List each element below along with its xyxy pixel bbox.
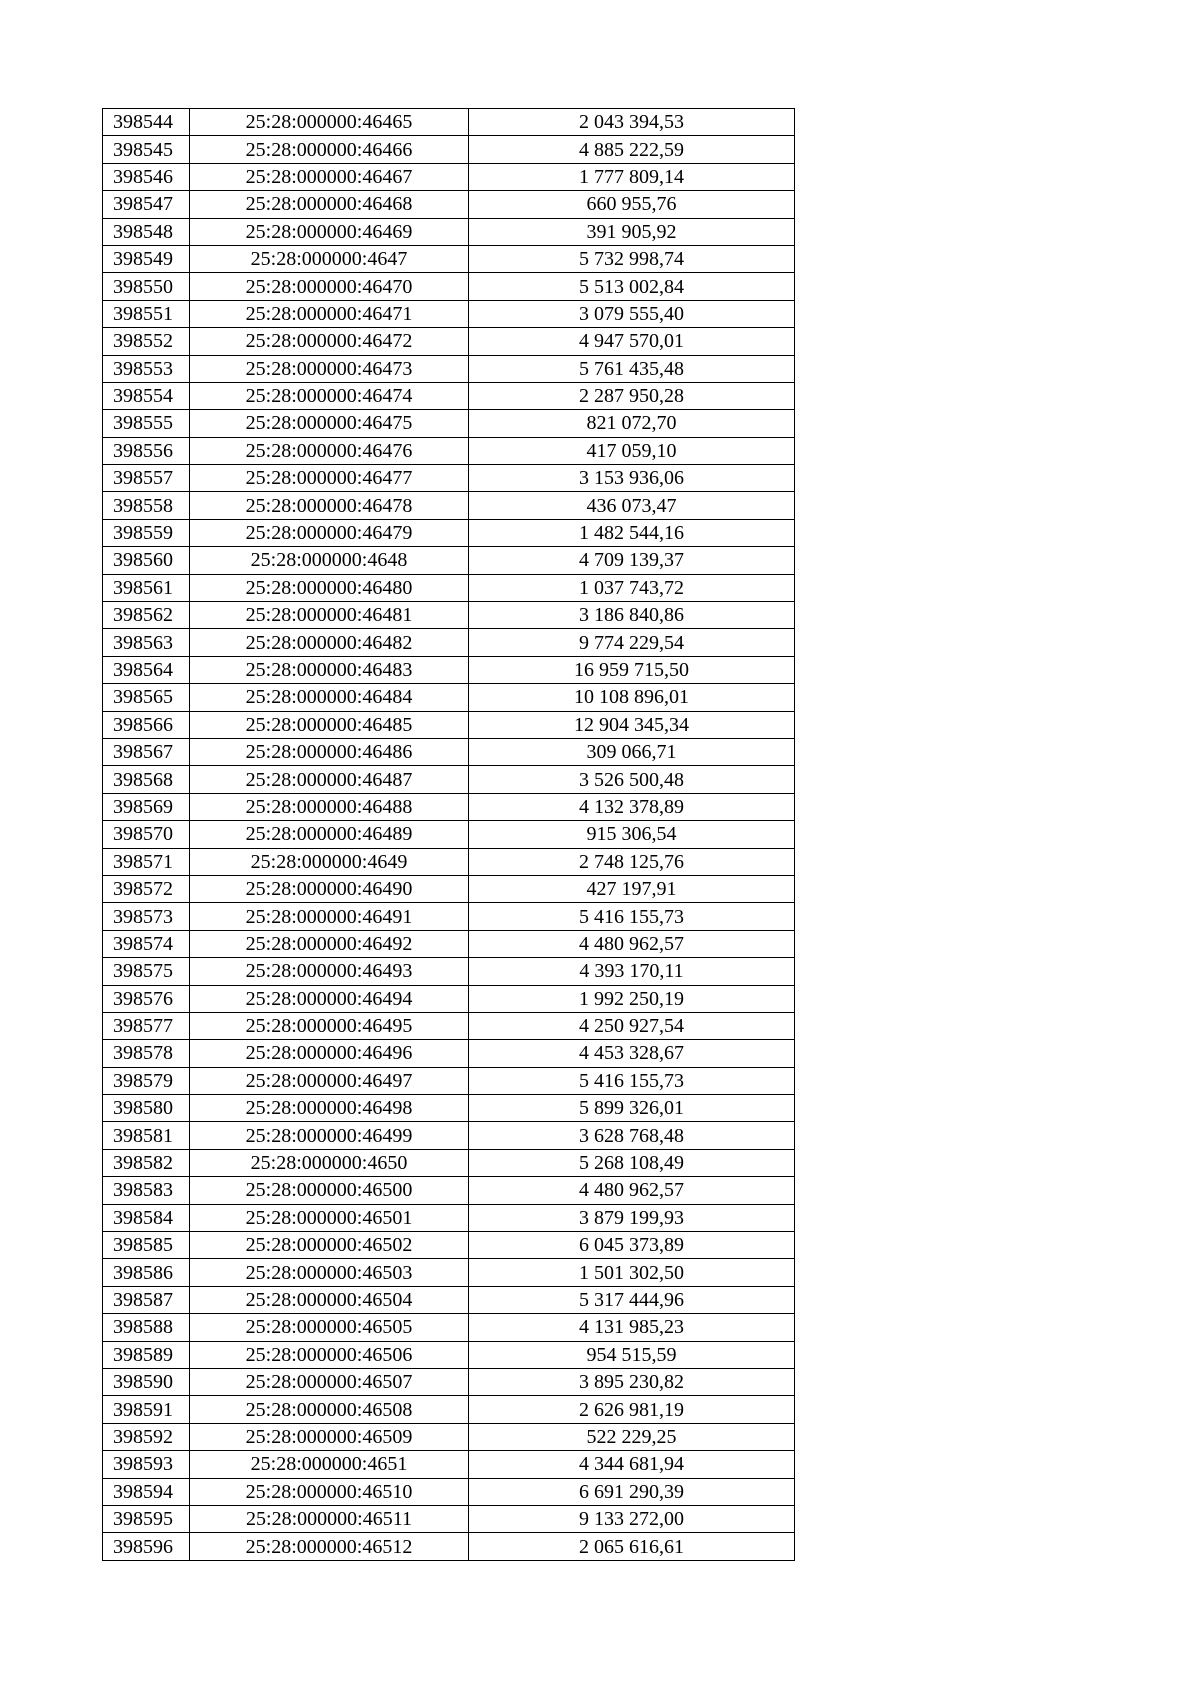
cadastral-number-cell: 25:28:000000:46472 xyxy=(190,328,469,355)
row-number-cell: 398553 xyxy=(103,355,190,382)
table-row xyxy=(103,437,795,464)
table-row xyxy=(103,602,795,629)
cadastral-value-cell: 3 879 199,93 xyxy=(469,1204,795,1231)
cadastral-number-cell: 25:28:000000:4649 xyxy=(190,848,469,875)
row-number-cell: 398566 xyxy=(103,711,190,738)
cadastral-value-cell: 16 959 715,50 xyxy=(469,656,795,683)
cadastral-value-cell: 3 526 500,48 xyxy=(469,766,795,793)
cadastral-value-cell: 4 250 927,54 xyxy=(469,1012,795,1039)
table-row xyxy=(103,355,795,382)
row-number-cell: 398545 xyxy=(103,136,190,163)
row-number-cell: 398580 xyxy=(103,1095,190,1122)
cadastral-value-cell: 660 955,76 xyxy=(469,191,795,218)
row-number-cell: 398596 xyxy=(103,1533,190,1560)
row-number-cell: 398591 xyxy=(103,1396,190,1423)
table-row xyxy=(103,1259,795,1286)
table-row xyxy=(103,766,795,793)
row-number-cell: 398554 xyxy=(103,382,190,409)
table-row xyxy=(103,1505,795,1532)
cadastral-number-cell: 25:28:000000:46510 xyxy=(190,1478,469,1505)
table-row xyxy=(103,273,795,300)
table-row xyxy=(103,793,795,820)
cadastral-value-cell: 5 732 998,74 xyxy=(469,245,795,272)
cadastral-number-cell: 25:28:000000:46509 xyxy=(190,1423,469,1450)
cadastral-number-cell: 25:28:000000:46481 xyxy=(190,602,469,629)
cadastral-value-cell: 3 628 768,48 xyxy=(469,1122,795,1149)
cadastral-value-cell: 12 904 345,34 xyxy=(469,711,795,738)
table-row xyxy=(103,821,795,848)
table-row xyxy=(103,382,795,409)
cadastral-value-cell: 5 416 155,73 xyxy=(469,1067,795,1094)
row-number-cell: 398584 xyxy=(103,1204,190,1231)
row-number-cell: 398593 xyxy=(103,1451,190,1478)
row-number-cell: 398564 xyxy=(103,656,190,683)
cadastral-value-cell: 2 626 981,19 xyxy=(469,1396,795,1423)
table-row xyxy=(103,1451,795,1478)
table-row xyxy=(103,1341,795,1368)
cadastral-value-table xyxy=(102,108,795,1561)
cadastral-value-cell: 915 306,54 xyxy=(469,821,795,848)
table-row xyxy=(103,1478,795,1505)
row-number-cell: 398568 xyxy=(103,766,190,793)
row-number-cell: 398546 xyxy=(103,163,190,190)
cadastral-number-cell: 25:28:000000:46485 xyxy=(190,711,469,738)
cadastral-number-cell: 25:28:000000:46511 xyxy=(190,1505,469,1532)
table-row xyxy=(103,1012,795,1039)
row-number-cell: 398579 xyxy=(103,1067,190,1094)
cadastral-number-cell: 25:28:000000:46470 xyxy=(190,273,469,300)
cadastral-value-cell: 1 777 809,14 xyxy=(469,163,795,190)
row-number-cell: 398585 xyxy=(103,1232,190,1259)
cadastral-value-cell: 2 065 616,61 xyxy=(469,1533,795,1560)
row-number-cell: 398581 xyxy=(103,1122,190,1149)
row-number-cell: 398587 xyxy=(103,1286,190,1313)
row-number-cell: 398595 xyxy=(103,1505,190,1532)
cadastral-value-cell: 4 709 139,37 xyxy=(469,547,795,574)
table-row xyxy=(103,903,795,930)
table-row xyxy=(103,245,795,272)
cadastral-number-cell: 25:28:000000:46488 xyxy=(190,793,469,820)
table-row xyxy=(103,958,795,985)
row-number-cell: 398570 xyxy=(103,821,190,848)
table-row xyxy=(103,300,795,327)
row-number-cell: 398588 xyxy=(103,1314,190,1341)
table-row xyxy=(103,136,795,163)
table-body xyxy=(103,109,795,1561)
table-row xyxy=(103,711,795,738)
cadastral-value-cell: 4 480 962,57 xyxy=(469,930,795,957)
row-number-cell: 398558 xyxy=(103,492,190,519)
table-row xyxy=(103,1149,795,1176)
row-number-cell: 398555 xyxy=(103,410,190,437)
row-number-cell: 398582 xyxy=(103,1149,190,1176)
cadastral-value-cell: 821 072,70 xyxy=(469,410,795,437)
table-row xyxy=(103,574,795,601)
cadastral-value-cell: 4 453 328,67 xyxy=(469,1040,795,1067)
cadastral-number-cell: 25:28:000000:46490 xyxy=(190,875,469,902)
table-row xyxy=(103,218,795,245)
table-row xyxy=(103,1067,795,1094)
cadastral-number-cell: 25:28:000000:46475 xyxy=(190,410,469,437)
table-row xyxy=(103,1095,795,1122)
table-row xyxy=(103,985,795,1012)
cadastral-number-cell: 25:28:000000:46494 xyxy=(190,985,469,1012)
cadastral-number-cell: 25:28:000000:46471 xyxy=(190,300,469,327)
row-number-cell: 398552 xyxy=(103,328,190,355)
table-row xyxy=(103,492,795,519)
row-number-cell: 398589 xyxy=(103,1341,190,1368)
row-number-cell: 398586 xyxy=(103,1259,190,1286)
cadastral-value-cell: 4 344 681,94 xyxy=(469,1451,795,1478)
cadastral-value-cell: 1 037 743,72 xyxy=(469,574,795,601)
cadastral-value-cell: 522 229,25 xyxy=(469,1423,795,1450)
cadastral-number-cell: 25:28:000000:46505 xyxy=(190,1314,469,1341)
cadastral-number-cell: 25:28:000000:46506 xyxy=(190,1341,469,1368)
row-number-cell: 398561 xyxy=(103,574,190,601)
table-row xyxy=(103,875,795,902)
cadastral-number-cell: 25:28:000000:46498 xyxy=(190,1095,469,1122)
cadastral-value-cell: 4 131 985,23 xyxy=(469,1314,795,1341)
table-row xyxy=(103,1533,795,1560)
cadastral-number-cell: 25:28:000000:46483 xyxy=(190,656,469,683)
table-row xyxy=(103,1423,795,1450)
cadastral-value-cell: 5 268 108,49 xyxy=(469,1149,795,1176)
row-number-cell: 398560 xyxy=(103,547,190,574)
cadastral-number-cell: 25:28:000000:46495 xyxy=(190,1012,469,1039)
cadastral-number-cell: 25:28:000000:46484 xyxy=(190,684,469,711)
table-row xyxy=(103,1232,795,1259)
cadastral-value-cell: 5 761 435,48 xyxy=(469,355,795,382)
row-number-cell: 398547 xyxy=(103,191,190,218)
cadastral-value-cell: 5 317 444,96 xyxy=(469,1286,795,1313)
cadastral-number-cell: 25:28:000000:46477 xyxy=(190,465,469,492)
row-number-cell: 398551 xyxy=(103,300,190,327)
cadastral-number-cell: 25:28:000000:46479 xyxy=(190,519,469,546)
cadastral-value-cell: 10 108 896,01 xyxy=(469,684,795,711)
cadastral-value-cell: 3 186 840,86 xyxy=(469,602,795,629)
cadastral-value-cell: 4 393 170,11 xyxy=(469,958,795,985)
table-row xyxy=(103,465,795,492)
row-number-cell: 398569 xyxy=(103,793,190,820)
cadastral-number-cell: 25:28:000000:46502 xyxy=(190,1232,469,1259)
table-row xyxy=(103,328,795,355)
row-number-cell: 398559 xyxy=(103,519,190,546)
table-row xyxy=(103,848,795,875)
cadastral-value-cell: 309 066,71 xyxy=(469,738,795,765)
cadastral-number-cell: 25:28:000000:46508 xyxy=(190,1396,469,1423)
cadastral-number-cell: 25:28:000000:46467 xyxy=(190,163,469,190)
row-number-cell: 398557 xyxy=(103,465,190,492)
row-number-cell: 398573 xyxy=(103,903,190,930)
cadastral-value-cell: 2 287 950,28 xyxy=(469,382,795,409)
cadastral-number-cell: 25:28:000000:46487 xyxy=(190,766,469,793)
cadastral-value-cell: 417 059,10 xyxy=(469,437,795,464)
cadastral-number-cell: 25:28:000000:46469 xyxy=(190,218,469,245)
row-number-cell: 398550 xyxy=(103,273,190,300)
table-row xyxy=(103,109,795,136)
cadastral-value-cell: 9 133 272,00 xyxy=(469,1505,795,1532)
table-row xyxy=(103,410,795,437)
cadastral-value-cell: 1 501 302,50 xyxy=(469,1259,795,1286)
table-row xyxy=(103,519,795,546)
table-row xyxy=(103,1204,795,1231)
cadastral-number-cell: 25:28:000000:46500 xyxy=(190,1177,469,1204)
cadastral-value-cell: 4 947 570,01 xyxy=(469,328,795,355)
cadastral-number-cell: 25:28:000000:46473 xyxy=(190,355,469,382)
cadastral-number-cell: 25:28:000000:4647 xyxy=(190,245,469,272)
row-number-cell: 398578 xyxy=(103,1040,190,1067)
cadastral-value-cell: 6 691 290,39 xyxy=(469,1478,795,1505)
row-number-cell: 398572 xyxy=(103,875,190,902)
cadastral-number-cell: 25:28:000000:46468 xyxy=(190,191,469,218)
row-number-cell: 398577 xyxy=(103,1012,190,1039)
row-number-cell: 398583 xyxy=(103,1177,190,1204)
cadastral-value-cell: 1 482 544,16 xyxy=(469,519,795,546)
cadastral-number-cell: 25:28:000000:46499 xyxy=(190,1122,469,1149)
cadastral-value-cell: 391 905,92 xyxy=(469,218,795,245)
cadastral-number-cell: 25:28:000000:4651 xyxy=(190,1451,469,1478)
cadastral-value-cell: 3 079 555,40 xyxy=(469,300,795,327)
cadastral-value-cell: 1 992 250,19 xyxy=(469,985,795,1012)
cadastral-value-cell: 4 885 222,59 xyxy=(469,136,795,163)
cadastral-number-cell: 25:28:000000:46474 xyxy=(190,382,469,409)
row-number-cell: 398594 xyxy=(103,1478,190,1505)
table-row xyxy=(103,738,795,765)
row-number-cell: 398575 xyxy=(103,958,190,985)
row-number-cell: 398592 xyxy=(103,1423,190,1450)
cadastral-number-cell: 25:28:000000:46486 xyxy=(190,738,469,765)
cadastral-value-cell: 5 513 002,84 xyxy=(469,273,795,300)
cadastral-value-cell: 2 748 125,76 xyxy=(469,848,795,875)
cadastral-number-cell: 25:28:000000:46491 xyxy=(190,903,469,930)
row-number-cell: 398565 xyxy=(103,684,190,711)
table-row xyxy=(103,163,795,190)
cadastral-value-cell: 5 899 326,01 xyxy=(469,1095,795,1122)
table-row xyxy=(103,1286,795,1313)
table-row xyxy=(103,629,795,656)
cadastral-number-cell: 25:28:000000:46503 xyxy=(190,1259,469,1286)
cadastral-number-cell: 25:28:000000:46482 xyxy=(190,629,469,656)
cadastral-value-cell: 5 416 155,73 xyxy=(469,903,795,930)
cadastral-number-cell: 25:28:000000:46512 xyxy=(190,1533,469,1560)
cadastral-number-cell: 25:28:000000:4648 xyxy=(190,547,469,574)
cadastral-number-cell: 25:28:000000:46493 xyxy=(190,958,469,985)
cadastral-value-cell: 2 043 394,53 xyxy=(469,109,795,136)
row-number-cell: 398562 xyxy=(103,602,190,629)
table-row xyxy=(103,656,795,683)
row-number-cell: 398567 xyxy=(103,738,190,765)
cadastral-number-cell: 25:28:000000:46504 xyxy=(190,1286,469,1313)
cadastral-number-cell: 25:28:000000:46465 xyxy=(190,109,469,136)
cadastral-number-cell: 25:28:000000:46480 xyxy=(190,574,469,601)
row-number-cell: 398574 xyxy=(103,930,190,957)
cadastral-value-cell: 954 515,59 xyxy=(469,1341,795,1368)
cadastral-value-cell: 3 895 230,82 xyxy=(469,1368,795,1395)
cadastral-number-cell: 25:28:000000:46476 xyxy=(190,437,469,464)
table-row xyxy=(103,1314,795,1341)
row-number-cell: 398590 xyxy=(103,1368,190,1395)
cadastral-number-cell: 25:28:000000:46507 xyxy=(190,1368,469,1395)
cadastral-number-cell: 25:28:000000:46497 xyxy=(190,1067,469,1094)
cadastral-number-cell: 25:28:000000:46478 xyxy=(190,492,469,519)
row-number-cell: 398549 xyxy=(103,245,190,272)
table-row xyxy=(103,1396,795,1423)
table-row xyxy=(103,684,795,711)
row-number-cell: 398576 xyxy=(103,985,190,1012)
cadastral-number-cell: 25:28:000000:4650 xyxy=(190,1149,469,1176)
cadastral-number-cell: 25:28:000000:46489 xyxy=(190,821,469,848)
cadastral-value-cell: 9 774 229,54 xyxy=(469,629,795,656)
table-row xyxy=(103,1040,795,1067)
row-number-cell: 398548 xyxy=(103,218,190,245)
table-row xyxy=(103,191,795,218)
cadastral-value-cell: 3 153 936,06 xyxy=(469,465,795,492)
cadastral-value-cell: 436 073,47 xyxy=(469,492,795,519)
row-number-cell: 398563 xyxy=(103,629,190,656)
row-number-cell: 398556 xyxy=(103,437,190,464)
table-row xyxy=(103,930,795,957)
cadastral-value-cell: 6 045 373,89 xyxy=(469,1232,795,1259)
table-row xyxy=(103,547,795,574)
table-row xyxy=(103,1368,795,1395)
cadastral-value-cell: 427 197,91 xyxy=(469,875,795,902)
row-number-cell: 398571 xyxy=(103,848,190,875)
cadastral-number-cell: 25:28:000000:46466 xyxy=(190,136,469,163)
row-number-cell: 398544 xyxy=(103,109,190,136)
table-row xyxy=(103,1122,795,1149)
cadastral-number-cell: 25:28:000000:46501 xyxy=(190,1204,469,1231)
cadastral-value-cell: 4 132 378,89 xyxy=(469,793,795,820)
cadastral-number-cell: 25:28:000000:46492 xyxy=(190,930,469,957)
table-row xyxy=(103,1177,795,1204)
cadastral-number-cell: 25:28:000000:46496 xyxy=(190,1040,469,1067)
cadastral-value-cell: 4 480 962,57 xyxy=(469,1177,795,1204)
